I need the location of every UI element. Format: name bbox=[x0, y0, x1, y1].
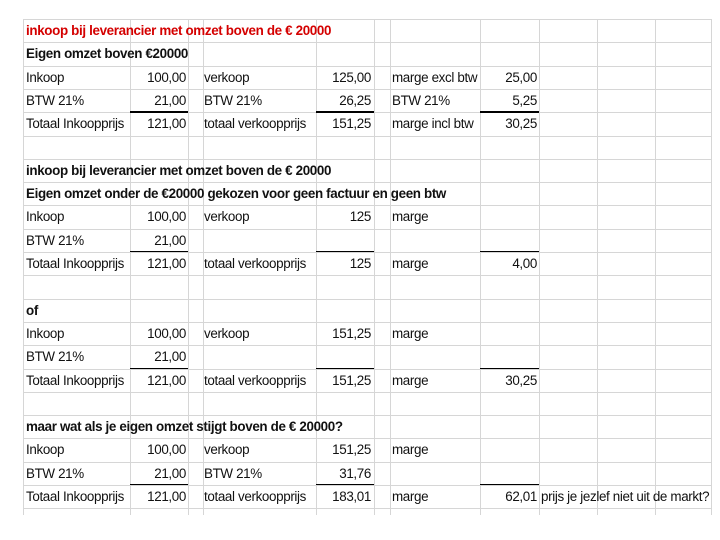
cell-underline bbox=[316, 111, 374, 112]
value-cell: 100,00 bbox=[147, 69, 186, 85]
label-cell: marge bbox=[392, 489, 429, 504]
grid-row-line bbox=[23, 229, 711, 230]
label-cell: marge incl btw bbox=[392, 116, 474, 132]
label-cell: totaal verkoopprijs bbox=[204, 256, 307, 271]
cell-underline bbox=[480, 368, 539, 369]
value-cell: 151,25 bbox=[332, 325, 371, 341]
value-cell: 121,00 bbox=[147, 372, 186, 388]
value-cell: 21,00 bbox=[154, 92, 186, 108]
section-subtitle: Eigen omzet boven €20000 bbox=[26, 46, 189, 62]
label-cell: BTW 21% bbox=[26, 465, 84, 481]
label-cell: BTW 21% bbox=[392, 92, 450, 108]
cell-underline bbox=[316, 368, 374, 369]
cell-underline bbox=[130, 368, 188, 369]
label-cell: marge bbox=[392, 442, 429, 458]
value-cell: 30,25 bbox=[505, 116, 537, 132]
grid-row-line bbox=[23, 345, 711, 346]
value-cell: 21,00 bbox=[154, 349, 186, 365]
value-cell: 100,00 bbox=[147, 325, 186, 341]
value-cell: 30,25 bbox=[505, 372, 537, 388]
label-cell: verkoop bbox=[204, 325, 250, 341]
cell-underline bbox=[480, 484, 539, 485]
section-title: inkoop bij leverancier met omzet boven de € 20000 bbox=[26, 162, 332, 178]
value-cell: 125 bbox=[349, 209, 371, 225]
grid-row-line bbox=[23, 275, 711, 276]
label-cell: totaal verkoopprijs bbox=[204, 489, 307, 504]
label-cell: marge bbox=[392, 372, 429, 388]
value-cell: 4,00 bbox=[512, 256, 537, 271]
label-cell: BTW 21% bbox=[26, 349, 84, 365]
grid-column-line bbox=[597, 19, 598, 515]
label-cell: marge excl btw bbox=[392, 69, 478, 85]
label-cell: BTW 21% bbox=[26, 232, 84, 248]
note-text: prijs je jezlef niet uit de markt? bbox=[541, 489, 710, 504]
grid-column-line bbox=[711, 19, 712, 515]
grid-row-line bbox=[23, 299, 711, 300]
value-cell: 25,00 bbox=[505, 69, 537, 85]
label-cell: Inkoop bbox=[26, 209, 65, 225]
label-cell: Totaal Inkoopprijs bbox=[26, 116, 124, 132]
label-cell: Totaal Inkoopprijs bbox=[26, 489, 124, 504]
cell-underline bbox=[130, 484, 188, 485]
value-cell: 31,76 bbox=[339, 465, 371, 481]
grid-column-line bbox=[390, 19, 391, 515]
value-cell: 121,00 bbox=[147, 116, 186, 132]
value-cell: 21,00 bbox=[154, 465, 186, 481]
grid-row-line bbox=[23, 392, 711, 393]
value-cell: 151,25 bbox=[332, 442, 371, 458]
cell-underline bbox=[130, 251, 188, 252]
label-cell: Inkoop bbox=[26, 442, 65, 458]
grid-column-line bbox=[374, 19, 375, 515]
value-cell: 151,25 bbox=[332, 116, 371, 132]
cell-underline bbox=[480, 111, 539, 112]
section-subtitle: Eigen omzet onder de €20000 gekozen voor geen factuur en geen btw bbox=[26, 186, 446, 202]
section-title: maar wat als je eigen omzet stijgt boven de € 20000? bbox=[26, 419, 343, 435]
value-cell: 125 bbox=[349, 256, 371, 271]
value-cell: 5,25 bbox=[512, 92, 537, 108]
spreadsheet bbox=[23, 19, 711, 515]
cell-underline bbox=[480, 251, 539, 252]
section-title: of bbox=[26, 302, 38, 318]
label-cell: totaal verkoopprijs bbox=[204, 116, 307, 132]
grid-column-line bbox=[188, 19, 189, 515]
label-cell: BTW 21% bbox=[26, 92, 84, 108]
label-cell: BTW 21% bbox=[204, 465, 262, 481]
cell-underline bbox=[316, 484, 374, 485]
label-cell: totaal verkoopprijs bbox=[204, 372, 307, 388]
value-cell: 183,01 bbox=[332, 489, 371, 504]
grid-row-line bbox=[23, 508, 711, 509]
grid-row-line bbox=[23, 136, 711, 137]
label-cell: verkoop bbox=[204, 209, 250, 225]
grid-column-line bbox=[655, 19, 656, 515]
value-cell: 121,00 bbox=[147, 489, 186, 504]
value-cell: 121,00 bbox=[147, 256, 186, 271]
label-cell: Inkoop bbox=[26, 69, 65, 85]
grid-column-line bbox=[23, 19, 24, 515]
grid-column-line bbox=[539, 19, 540, 515]
label-cell: marge bbox=[392, 256, 429, 271]
cell-underline bbox=[130, 111, 188, 112]
value-cell: 62,01 bbox=[505, 489, 537, 504]
value-cell: 21,00 bbox=[154, 232, 186, 248]
value-cell: 26,25 bbox=[339, 92, 371, 108]
value-cell: 151,25 bbox=[332, 372, 371, 388]
label-cell: verkoop bbox=[204, 69, 250, 85]
label-cell: Inkoop bbox=[26, 325, 65, 341]
label-cell: Totaal Inkoopprijs bbox=[26, 372, 124, 388]
label-cell: marge bbox=[392, 325, 429, 341]
value-cell: 100,00 bbox=[147, 442, 186, 458]
label-cell: marge bbox=[392, 209, 429, 225]
section-title: inkoop bij leverancier met omzet boven de € 20000 bbox=[26, 23, 332, 38]
label-cell: verkoop bbox=[204, 442, 250, 458]
value-cell: 100,00 bbox=[147, 209, 186, 225]
cell-underline bbox=[316, 251, 374, 252]
label-cell: Totaal Inkoopprijs bbox=[26, 256, 124, 271]
label-cell: BTW 21% bbox=[204, 92, 262, 108]
value-cell: 125,00 bbox=[332, 69, 371, 85]
